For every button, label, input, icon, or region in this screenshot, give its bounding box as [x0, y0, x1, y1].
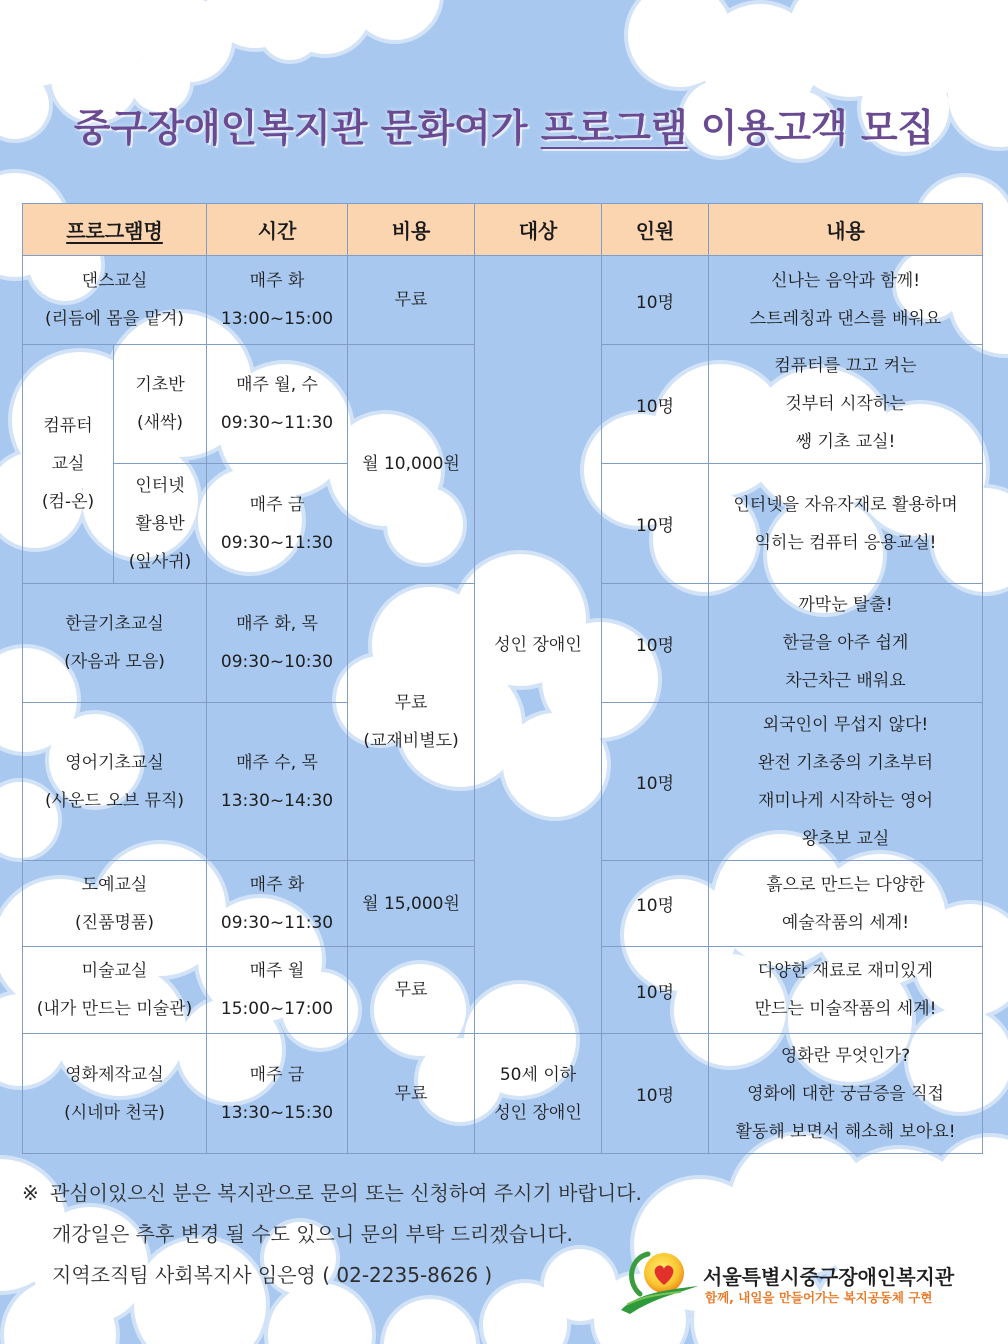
cell-text-line: 다양한 재료로 재미있게 [758, 961, 934, 981]
note-text: 관심이있으신 분은 복지관으로 문의 또는 신청하여 주시기 바랍니다. [50, 1181, 642, 1205]
cell-text-line: 쌩 기초 교실! [795, 432, 896, 452]
cell-text-line: 13:30~15:30 [220, 1102, 334, 1123]
cell-text-line: 만드는 미술작품의 세계! [754, 999, 937, 1019]
cell-text-line: 컴퓨터 [43, 416, 93, 436]
cell-program [114, 464, 207, 584]
cell-text-line: 무료 [394, 693, 428, 713]
cell-text-line: 교실 [51, 454, 85, 474]
table-row [23, 1034, 983, 1154]
cell-content [709, 947, 983, 1034]
cell-text-line: 예술작품의 세계! [781, 912, 910, 933]
cell-count: 10명 [602, 345, 709, 464]
reference-mark: ※ [22, 1181, 39, 1205]
cell-cost [348, 584, 475, 861]
cell-text-line: (자음과 모음) [64, 652, 165, 672]
cell-text-line: 영화란 무엇인가? [780, 1045, 911, 1066]
cell-target [475, 256, 602, 1034]
page-title [0, 103, 1008, 153]
cell-text-line: 성인 장애인 [494, 1102, 582, 1123]
header-program-name: 프로그램명 [23, 204, 207, 256]
cell-text-line: 매주 화, 목 [236, 614, 318, 634]
cell-count: 10명 [602, 464, 709, 584]
cell-text-line: 영어기초교실 [65, 752, 164, 773]
cell-time [207, 464, 348, 584]
cell-text-line: 한글기초교실 [65, 614, 164, 634]
cell-text-line: (내가 만드는 미술관) [36, 999, 193, 1019]
cell-content [709, 345, 983, 464]
cell-text-line: 까막눈 탈출! [798, 595, 893, 615]
cell-text-line: 스트레칭과 댄스를 배워요 [749, 309, 942, 329]
cell-program [23, 584, 207, 703]
cell-text-line: 것부터 시작하는 [785, 394, 906, 414]
cell-text-line: 인터넷을 자유자재로 활용하며 [733, 494, 958, 515]
cell-text-line: 성인 장애인 [494, 634, 582, 655]
program-table [22, 203, 983, 1154]
cell-text-line: 50세 이하 [499, 1064, 577, 1085]
cell-cost [348, 861, 475, 947]
cell-count: 10명 [602, 947, 709, 1034]
cell-text-line: (컴-온) [41, 492, 95, 512]
cell-program [23, 947, 207, 1034]
cell-cost [348, 947, 475, 1034]
notes [22, 1173, 722, 1296]
cell-count: 10명 [602, 703, 709, 861]
cell-text-line: 09:30~11:30 [220, 912, 334, 933]
cell-text-line: (진품명품) [75, 912, 154, 933]
cell-text-line: 월 15,000원 [362, 893, 460, 914]
note-line [22, 1173, 722, 1214]
cell-time [207, 861, 348, 947]
cell-text-line: 매주 화 [249, 271, 305, 291]
header-time: 시간 [207, 204, 348, 256]
cell-text-line: 13:00~15:00 [220, 309, 334, 329]
title-lead: 중구장애인복지관 문화여가 [73, 106, 528, 150]
cell-cost [348, 1034, 475, 1154]
cell-text-line: 외국인이 무섭지 않다! [762, 714, 929, 735]
cell-text-line: 13:30~14:30 [220, 790, 334, 811]
cell-content [709, 703, 983, 861]
cell-time [207, 584, 348, 703]
cell-text-line: 15:00~17:00 [220, 999, 334, 1019]
cell-program [114, 345, 207, 464]
cell-text-line: 도예교실 [81, 874, 148, 895]
cell-text-line: 미술교실 [81, 961, 148, 981]
title-tail: 이용고객 모집 [700, 106, 935, 150]
heart-sun-emblem-icon [618, 1248, 700, 1314]
cell-content [709, 256, 983, 345]
header-cost: 비용 [348, 204, 475, 256]
cell-content [709, 861, 983, 947]
cell-count: 10명 [602, 861, 709, 947]
cell-text-line: 무료 [394, 980, 428, 1000]
organization-slogan: 함께, 내일을 만들어가는 복지공동체 구현 [705, 1290, 933, 1305]
cell-time [207, 256, 348, 345]
header-target: 대상 [475, 204, 602, 256]
cell-text-line: 컴퓨터를 끄고 켜는 [774, 356, 917, 376]
cell-program [23, 861, 207, 947]
cell-program [23, 1034, 207, 1154]
cell-program [23, 256, 207, 345]
cell-text-line: 왕초보 교실 [801, 828, 890, 849]
cell-time [207, 703, 348, 861]
cell-content [709, 464, 983, 584]
note-line: 개강일은 추후 변경 될 수도 있으니 문의 부탁 드리겠습니다. [52, 1222, 573, 1246]
cell-text-line: 매주 화 [249, 874, 305, 895]
cell-count: 10명 [602, 584, 709, 703]
cell-count: 10명 [602, 256, 709, 345]
cell-text-line: 매주 수, 목 [236, 752, 318, 773]
cell-content [709, 584, 983, 703]
cell-text-line: 한글을 아주 쉽게 [782, 633, 909, 653]
contact-line: 지역조직팀 사회복지사 임은영 ( 02-2235-8626 ) [52, 1263, 493, 1287]
cell-text-line: 영화제작교실 [65, 1064, 164, 1085]
cell-text-line: 익히는 컴퓨터 응용교실! [754, 532, 937, 553]
cell-text-line: 매주 금 [249, 1064, 305, 1085]
cell-text-line: (리듬에 몸을 맡겨) [44, 309, 185, 329]
cell-text-line: (새싹) [136, 413, 184, 433]
cell-text-line: 재미나게 시작하는 영어 [758, 790, 934, 811]
header-count: 인원 [602, 204, 709, 256]
cell-text-line: 무료 [394, 1083, 428, 1104]
cell-text-line: 인터넷 [135, 475, 185, 496]
cell-program [23, 703, 207, 861]
cell-count: 10명 [602, 1034, 709, 1154]
cell-text-line: 댄스교실 [81, 271, 148, 291]
cell-text-line: (잎사귀) [128, 551, 192, 572]
cell-text-line: 09:30~11:30 [220, 413, 334, 433]
cell-text-line: 기초반 [135, 375, 185, 395]
cell-text-line: 흙으로 만드는 다양한 [766, 874, 925, 895]
cell-text-line: 차근차근 배워요 [785, 671, 906, 691]
cell-text-line: (사운드 오브 뮤직) [44, 790, 185, 811]
cell-text-line: (교재비별도) [363, 731, 459, 751]
cell-text-line: 완전 기초중의 기초부터 [758, 752, 934, 773]
organization-name: 서울특별시중구장애인복지관 [703, 1265, 955, 1289]
cell-text-line: 활용반 [135, 513, 185, 534]
cell-text-line: 영화에 대한 궁금증을 직접 [747, 1083, 944, 1104]
cell-text-line: 월 10,000원 [362, 454, 460, 474]
cell-text-line: 매주 월, 수 [236, 375, 318, 395]
cell-text-line: 09:30~11:30 [220, 532, 334, 553]
cell-text-line: 활동해 보면서 해소해 보아요! [735, 1121, 956, 1142]
table-row [23, 256, 983, 345]
cell-time [207, 947, 348, 1034]
cell-text-line: 매주 월 [249, 961, 305, 981]
cell-content [709, 1034, 983, 1154]
table-header-row [23, 204, 983, 256]
header-content: 내용 [709, 204, 983, 256]
cell-text-line: 신나는 음악과 함께! [771, 271, 921, 291]
cell-time [207, 345, 348, 464]
cell-text-line: (시네마 천국) [64, 1102, 165, 1123]
cell-cost [348, 256, 475, 345]
cell-time [207, 1034, 348, 1154]
cell-text-line: 무료 [394, 290, 428, 310]
title-highlight: 프로그램 [540, 106, 688, 150]
cell-target [475, 1034, 602, 1154]
cell-text-line: 09:30~10:30 [220, 652, 334, 672]
cell-text-line: 매주 금 [249, 494, 305, 515]
cell-program-group [23, 345, 114, 584]
cell-cost [348, 345, 475, 584]
